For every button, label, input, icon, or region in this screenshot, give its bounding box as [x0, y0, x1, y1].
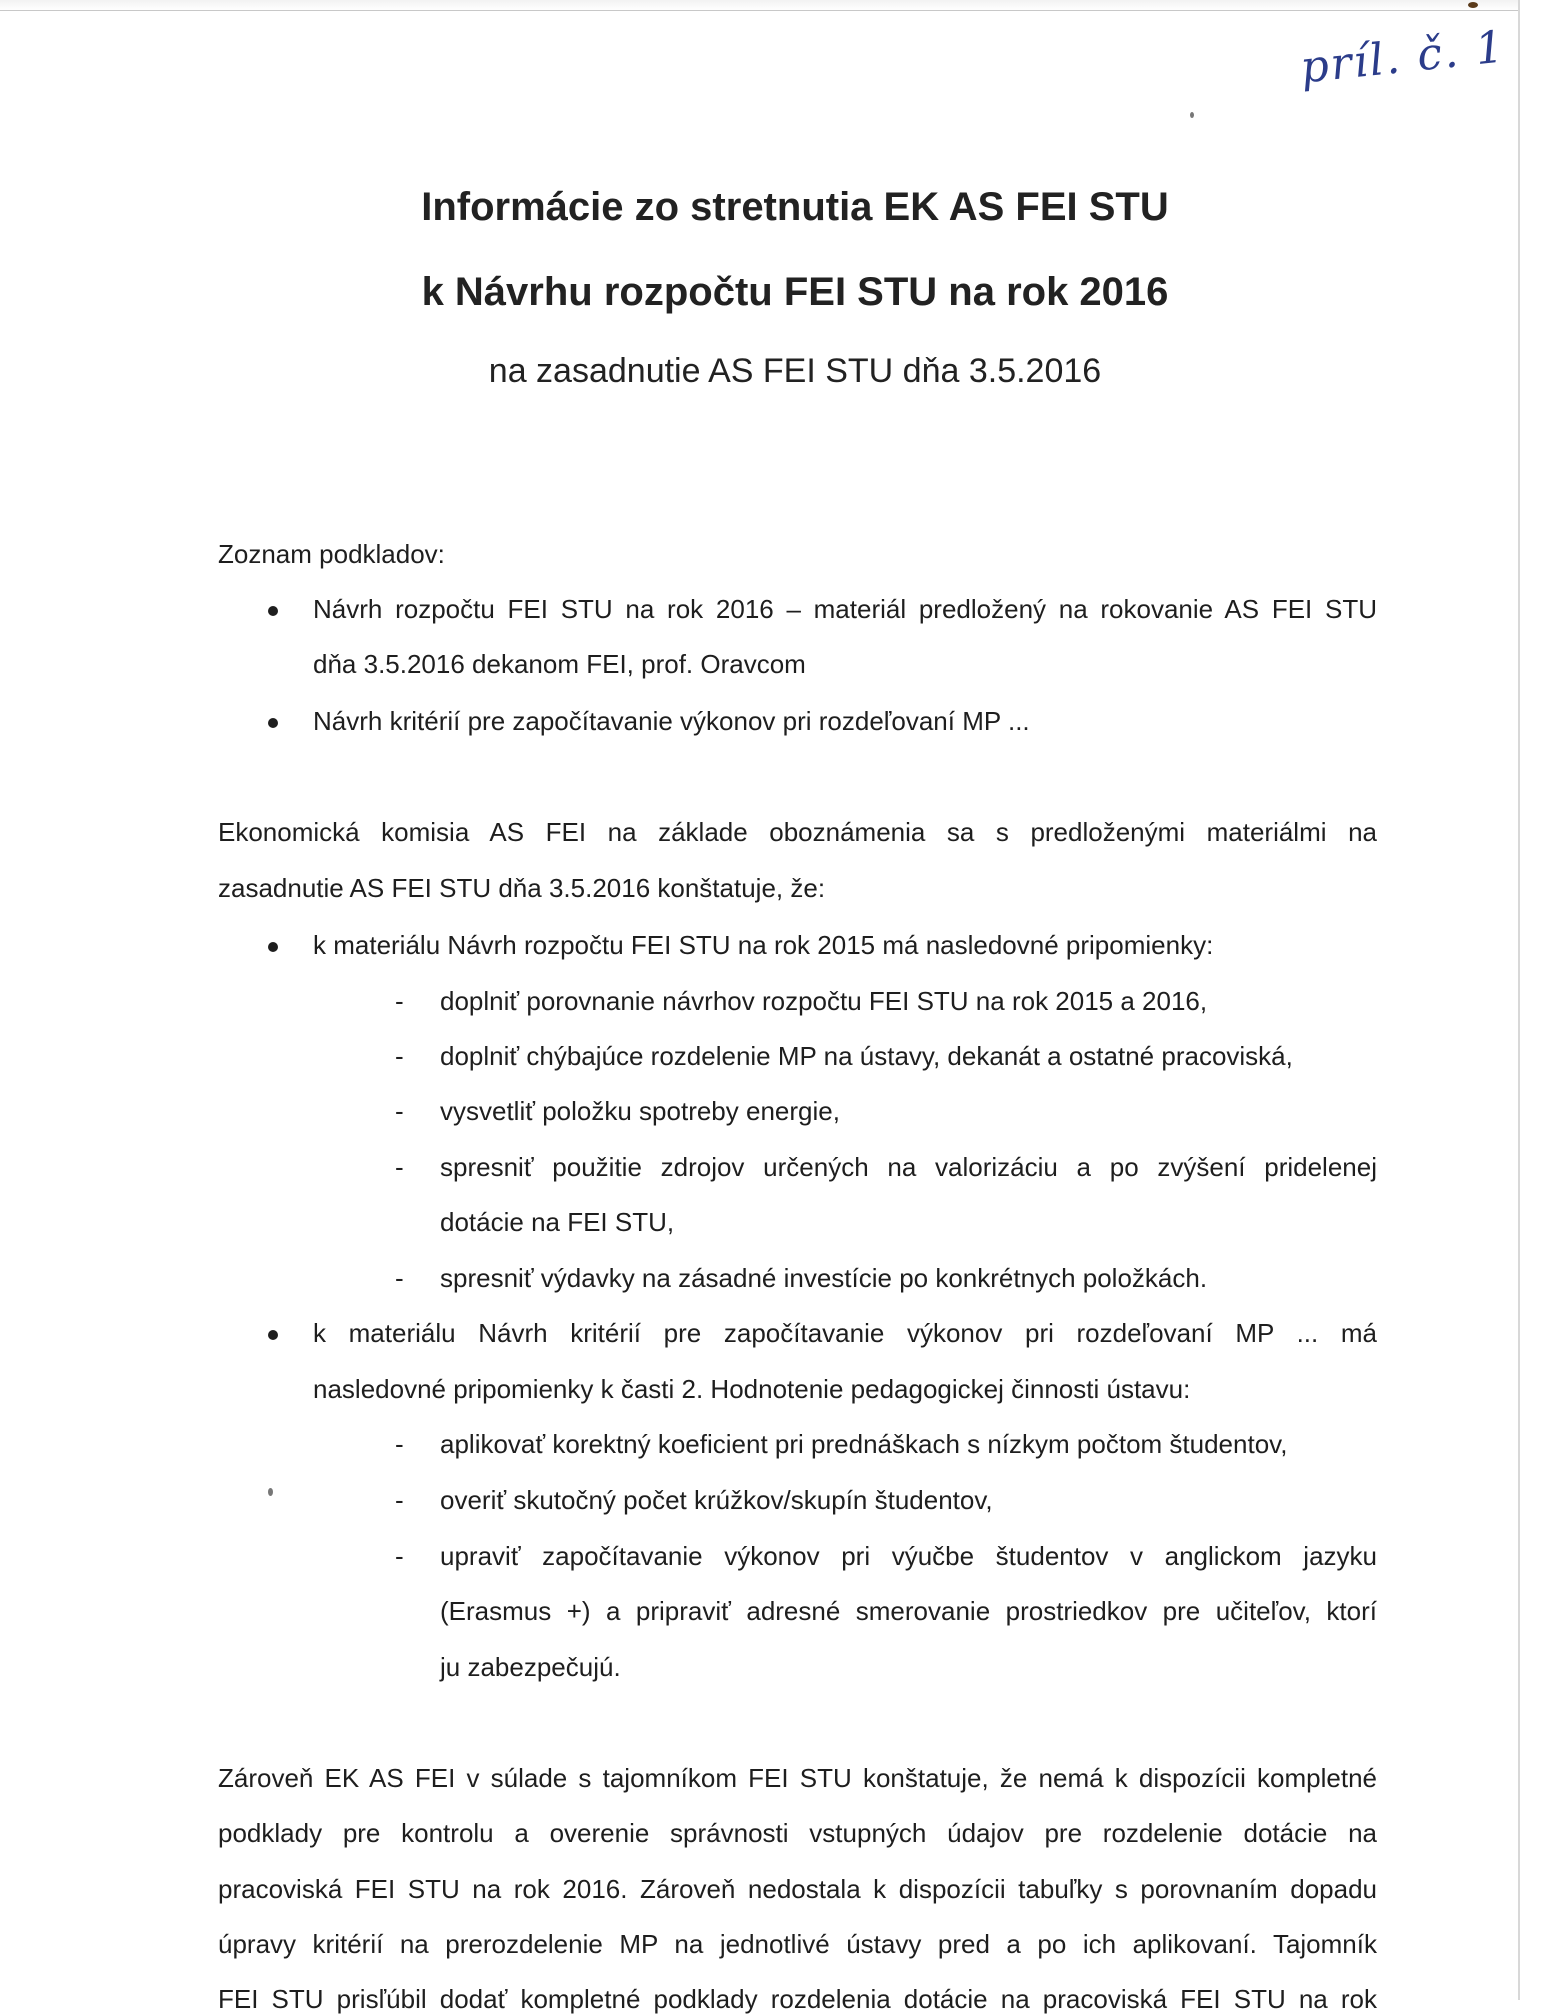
- scan-edge-top: [0, 0, 1520, 11]
- dash-marker: -: [395, 1096, 404, 1126]
- point-2-sub-3: upraviť započítavanie výkonov pri výučbe študentov v anglickom jazyku: [440, 1541, 1377, 1571]
- document-subtitle: na zasadnutie AS FEI STU dňa 3.5.2016: [488, 352, 1102, 390]
- closing-line-4: úpravy kritérií na prerozdelenie MP na jednotlivé ústavy pred a po ich aplikovaní. Tajomník: [218, 1929, 1377, 1959]
- intro-line-2: zasadnutie AS FEI STU dňa 3.5.2016 konštatuje, že:: [218, 873, 826, 903]
- closing-line-1: Zároveň EK AS FEI v súlade s tajomníkom FEI STU konštatuje, že nemá k dispozícii kompletné: [218, 1763, 1377, 1793]
- point-1-sub-4-cont: dotácie na FEI STU,: [440, 1207, 675, 1237]
- bullet-icon: [268, 718, 278, 728]
- point-2-sub-3-end: ju zabezpečujú.: [440, 1652, 621, 1682]
- intro-line-1: Ekonomická komisia AS FEI na základe oboznámenia sa s predloženými materiálmi na: [218, 817, 1377, 847]
- dash-marker: -: [395, 1485, 404, 1515]
- closing-line-3: pracoviská FEI STU na rok 2016. Zároveň nedostala k dispozícii tabuľky s porovnaním dopadu: [218, 1874, 1377, 1904]
- dash-marker: -: [395, 1429, 404, 1459]
- bullet-icon: [268, 942, 278, 952]
- document-title: Informácie zo stretnutia EK AS FEI STU: [421, 185, 1169, 229]
- podklady-item-2: Návrh kritérií pre započítavanie výkonov pri rozdeľovaní MP ...: [313, 706, 1030, 736]
- dash-marker: -: [395, 986, 404, 1016]
- bullet-icon: [268, 606, 278, 616]
- closing-line-2: podklady pre kontrolu a overenie správnosti vstupných údajov pre rozdelenie dotácie na: [218, 1818, 1377, 1848]
- point-1-sub-3: vysvetliť položku spotreby energie,: [440, 1096, 840, 1126]
- dash-marker: -: [395, 1041, 404, 1071]
- closing-line-5: FEI STU prisľúbil dodať kompletné podklady rozdelenia dotácie na pracoviská FEI STU na rok: [218, 1984, 1377, 2014]
- podklady-item-1-cont: dňa 3.5.2016 dekanom FEI, prof. Oravcom: [313, 649, 806, 679]
- scan-speck: [268, 1488, 273, 1496]
- podklady-heading: Zoznam podkladov:: [218, 539, 445, 569]
- point-2-text: k materiálu Návrh kritérií pre započítavanie výkonov pri rozdeľovaní MP ... má: [313, 1318, 1377, 1348]
- point-2-sub-2: overiť skutočný počet krúžkov/skupín študentov,: [440, 1485, 993, 1515]
- point-2-sub-3-cont: (Erasmus +) a pripraviť adresné smerovanie prostriedkov pre učiteľov, ktorí: [440, 1596, 1377, 1626]
- point-1-text: k materiálu Návrh rozpočtu FEI STU na rok 2015 má nasledovné pripomienky:: [313, 930, 1214, 960]
- podklady-item-1: Návrh rozpočtu FEI STU na rok 2016 – materiál predložený na rokovanie AS FEI STU: [313, 594, 1377, 624]
- point-2-sub-1: aplikovať korektný koeficient pri prednáškach s nízkym počtom študentov,: [440, 1429, 1288, 1459]
- point-2-text-cont: nasledovné pripomienky k časti 2. Hodnotenie pedagogickej činnosti ústavu:: [313, 1374, 1191, 1404]
- handwritten-annotation: príl. č. 1: [1297, 21, 1509, 94]
- scan-speck: [1468, 2, 1478, 8]
- point-1-sub-4: spresniť použitie zdrojov určených na valorizáciu a po zvýšení pridelenej: [440, 1152, 1377, 1182]
- point-1-sub-2: doplniť chýbajúce rozdelenie MP na ústavy, dekanát a ostatné pracoviská,: [440, 1041, 1293, 1071]
- point-1-sub-1: doplniť porovnanie návrhov rozpočtu FEI STU na rok 2015 a 2016,: [440, 986, 1208, 1016]
- dash-marker: -: [395, 1263, 404, 1293]
- point-1-sub-5: spresniť výdavky na zásadné investície po konkrétnych položkách.: [440, 1263, 1208, 1293]
- dash-marker: -: [395, 1541, 404, 1571]
- scan-speck: [1190, 112, 1194, 118]
- dash-marker: -: [395, 1152, 404, 1182]
- bullet-icon: [268, 1330, 278, 1340]
- document-title-line2: k Návrhu rozpočtu FEI STU na rok 2016: [421, 270, 1169, 314]
